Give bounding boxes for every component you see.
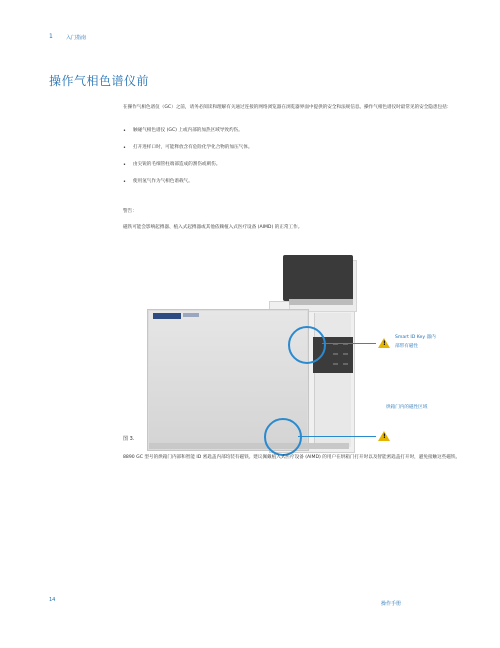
- figure-caption: 8890 GC 型号的烘箱门内部和智能 ID 密匙盖内部均装有磁铁。建议佩戴植入式医疗设备 (AIMD) 的用户在烘箱门打开时以及智能密匙盖打开时，避免接触这些磁铁。: [123, 455, 461, 460]
- oven-door-callout: 烘箱门内的磁性区域: [386, 405, 428, 410]
- instrument-lid-hinge: [289, 299, 353, 305]
- warning-title: 警告：: [123, 209, 137, 214]
- list-item: • 打开进样口时，可能释放含有危险化学化合物的加压气体。: [123, 145, 253, 151]
- figure-label: 图 3.: [123, 436, 135, 442]
- bullet-icon: •: [123, 162, 126, 168]
- footer-page-number: 14: [49, 597, 56, 603]
- instrument-lid: [283, 255, 353, 301]
- bullet-icon: •: [123, 128, 126, 134]
- header-chapter-number: 1: [49, 33, 53, 40]
- list-item: • 触碰气相色谱仪 (GC) 上或内部的加热区域导致灼伤。: [123, 128, 243, 134]
- oven-door-magnet-highlight: [264, 418, 302, 456]
- smart-id-leader-line: [322, 343, 376, 344]
- hazard-list: [123, 127, 463, 195]
- brand-logo: [153, 313, 181, 319]
- warning-magnet-icon: !: [378, 338, 390, 348]
- brand-logo-text: [183, 313, 199, 317]
- warning-magnet-icon: !: [378, 431, 390, 441]
- oven-door-leader-line: [298, 436, 376, 437]
- smart-id-callout-line2: 部带有磁性: [395, 344, 418, 349]
- bullet-icon: •: [123, 179, 126, 185]
- header-section: 入门指南: [66, 35, 87, 41]
- bullet-icon: •: [123, 145, 126, 151]
- footer-manual-name: 操作手册: [381, 601, 402, 607]
- page-title: 操作气相色谱仪前: [49, 74, 150, 88]
- gc-instrument-image: [139, 255, 357, 451]
- list-item: • 使用氢气作为气相色谱载气。: [123, 179, 193, 185]
- smart-id-callout-line1: Smart ID Key 器内: [395, 335, 436, 340]
- intro-paragraph: 在操作气相色谱仪（GC）之前，请务必阅读和理解有关通过连接的网络浏览器在浏览器界面中提供的安全和法规信息。操作气相色谱仪时最常见的安全隐患包括：: [123, 105, 452, 110]
- warning-body: 磁铁可能会影响起搏器、植入式起搏器或其他依赖植入式医疗设备 (AIMD) 的正常工作。: [123, 225, 303, 230]
- smart-id-magnet-highlight: [288, 326, 326, 364]
- instrument-base: [149, 443, 349, 449]
- list-item: • 由尖锐的毛细管柱端部造成的割伤或刺伤。: [123, 162, 221, 168]
